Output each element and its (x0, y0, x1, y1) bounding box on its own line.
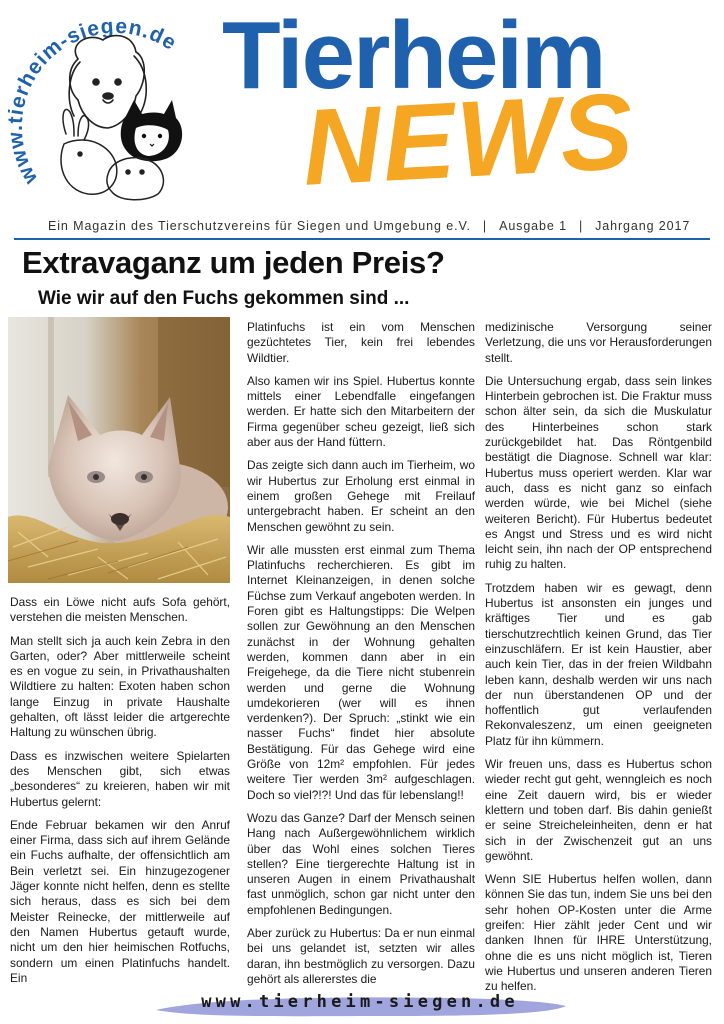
article-headline: Extravaganz um jeden Preis? (22, 245, 445, 280)
paragraph: Also kamen wir ins Spiel. Hubertus konnte mittels einer Lebendfalle eingefangen werden. Er hatte sich den Mitarbeitern der Firma gegenüber scheu gezeigt, ließ sich aber aus der Hand füttern. (247, 373, 475, 450)
masthead-title: Tierheim (222, 2, 605, 109)
paragraph: Die Untersuchung ergab, dass sein linkes Hinterbein gebrochen ist. Die Fraktur muss schon älter sein, da sich die Muskulatur des Hinterbeines schon stark zurückgebildet hat. Das Röntgenbild bestätigt die Diagnose. Schnell war klar: Hubertus muss operiert werden. Klar war auch, dass es nicht ganz so einfach werden würde, wie bei Michel (siehe weiteren Bericht). Für Hubertus bedeutet es Angst und Stress und es wird nicht leicht sein, ihn nach der OP entsprechend ruhig zu halten. (485, 373, 712, 572)
paragraph: Ende Februar bekamen wir den Anruf einer Firma, dass sich auf ihrem Gelände ein Fuchs aufhalte, der offensichtlich am Bein verletzt sei. Ein hinzugezogener Jäger konnte nicht helfen, denn es stellte sich heraus, dass es sich bei dem Meister Reinecke, der mittlerweile auf den Namen Hubertus getauft wurde, nicht um den hier heimischen Rotfuchs, sondern um einen Platinfuchs handelt. Ein (10, 817, 230, 985)
masthead-tagline (48, 219, 698, 233)
masthead-divider (14, 238, 710, 240)
paragraph: Wir alle mussten erst einmal zum Thema Platinfuchs recherchieren. Es gibt im Internet Kleinanzeigen, in denen solche Füchse zum Verkauf angeboten werden. In Foren gibt es Haltungstipps: Die Welpen sollen zur Gewöhnung an den Menschen zunächst in der Wohnung gehalten werden, kommen dann aber in ein Freigehege, da die Tiere nicht stubenrein werden und gerne die Wohnung umdekorieren (wer will es ihnen verdenken?). Der Spruch: „stinkt wie ein nasser Fuchs“ findet hier absolute Bestätigung. Für das Gehege wird eine Größe von 12m² empfohlen. Für jedes weitere Tier werden 3m² aufgeschlagen. Doch so viel?!?! Und das für lebenslang!! (247, 542, 475, 802)
logo-url-arc: ww erheim-siegen.de (8, 14, 181, 189)
paragraph: medizinische Versorgung seiner Verletzung, die uns vor Herausforderungen stellt. (485, 320, 712, 365)
article-column-2 (247, 320, 475, 987)
paragraph: Das zeigte sich dann auch im Tierheim, wo wir Hubertus zur Erholung erst einmal in einem großen Gehege mit Freilauf untergebracht haben. Er scheint an den Menschen gewöhnt zu sein. (247, 458, 475, 534)
issue-year: Jahrgang 2017 (595, 219, 691, 233)
paragraph: Trotzdem haben wir es gewagt, denn Hubertus ist ansonsten ein junges und kräftiges Tier und es gab tierschutzrechtlich keinen Grund, das Tier einzuschläfern. Er ist kein Haustier, aber auch kein Tier, das in der freien Wildbahn leben kann, deshalb werden wir uns nach der nun überstandenen OP und der hoffentlich gut verlaufenden Rekonvaleszenz, um einen geeigneten Platz für ihn kümmern. (485, 580, 712, 748)
paragraph: Aber zurück zu Hubertus: Da er nun einmal bei uns gelandet ist, setzten wir alles daran, ihn bestmöglich zu versorgen. Dazu gehört als allererstes die (247, 925, 476, 986)
masthead-title-accent: NEWS (299, 69, 638, 208)
tagline-separator: | (482, 219, 488, 233)
animals-logo-drawing (8, 4, 208, 209)
tagline-text: Ein Magazin des Tierschutzvereins für Siegen und Umgebung e.V. (48, 219, 471, 233)
issue-number: Ausgabe 1 (499, 219, 567, 233)
paragraph: Wozu das Ganze? Darf der Mensch seinen Hang nach Außergewöhnlichem wirklich über das Wohl eines solchen Tieres stellen? Eine tiergerechte Haltung ist in unseren Augen in einem Privathaushalt fast unmöglich, schon gar nicht unter den empfohlenen Bedingungen. (247, 810, 475, 917)
rabbit-sketch (61, 109, 117, 194)
platinum-fox-image (8, 317, 230, 583)
paragraph: Dass ein Löwe nicht aufs Sofa gehört, verstehen die meisten Menschen. (10, 595, 230, 625)
tierheim-logo (8, 4, 208, 209)
footer-website-link[interactable]: www.tierheim-siegen.de (201, 992, 519, 1012)
article-column-1 (10, 595, 230, 986)
paragraph: Man stellt sich ja auch kein Zebra in den Garten, oder? Aber mittlerweile scheint es en vogue zu sein, in Privathaushalten Wildtiere zu halten: Exoten haben schon lange Einzug in private Haushalte gehalten, oft lässt leider die artgerechte Haltung zu wünschen übrig. (10, 633, 230, 740)
cat-sketch (121, 100, 182, 161)
paragraph: Wir freuen uns, dass es Hubertus schon wieder recht gut geht, wenngleich es noch eine Zeit dauern wird, bis er wieder klettern und toben darf. Bis dahin genießt er seine Streicheleinheiten, denn er hat sich in der Zwischenzeit gut an uns gewöhnt. (485, 757, 712, 863)
paragraph: Wenn SIE Hubertus helfen wollen, dann können Sie das tun, indem Sie uns bei den sehr hohen OP-Kosten unter die Arme greifen: Hier zählt jeder Cent und wir danken Ihnen für IHRE Unterstützung, ohne die es uns nicht möglich ist, Tieren wie Hubertus und unseren anderen Tieren zu helfen. (485, 872, 712, 994)
fox-photo (8, 317, 230, 583)
article-subheadline: Wie wir auf den Fuchs gekommen sind ... (38, 288, 410, 309)
tagline-separator: | (578, 219, 584, 233)
paragraph: Dass es inzwischen weitere Spielarten des Menschen gibt, sich etwas „besonderes“ zu kreieren, haben wir mit Hubertus gelernt: (10, 748, 230, 809)
paragraph: Platinfuchs ist ein vom Menschen gezüchtetes Tier, kein frei lebendes Wildtier. (247, 320, 475, 365)
article-column-3 (485, 320, 712, 994)
